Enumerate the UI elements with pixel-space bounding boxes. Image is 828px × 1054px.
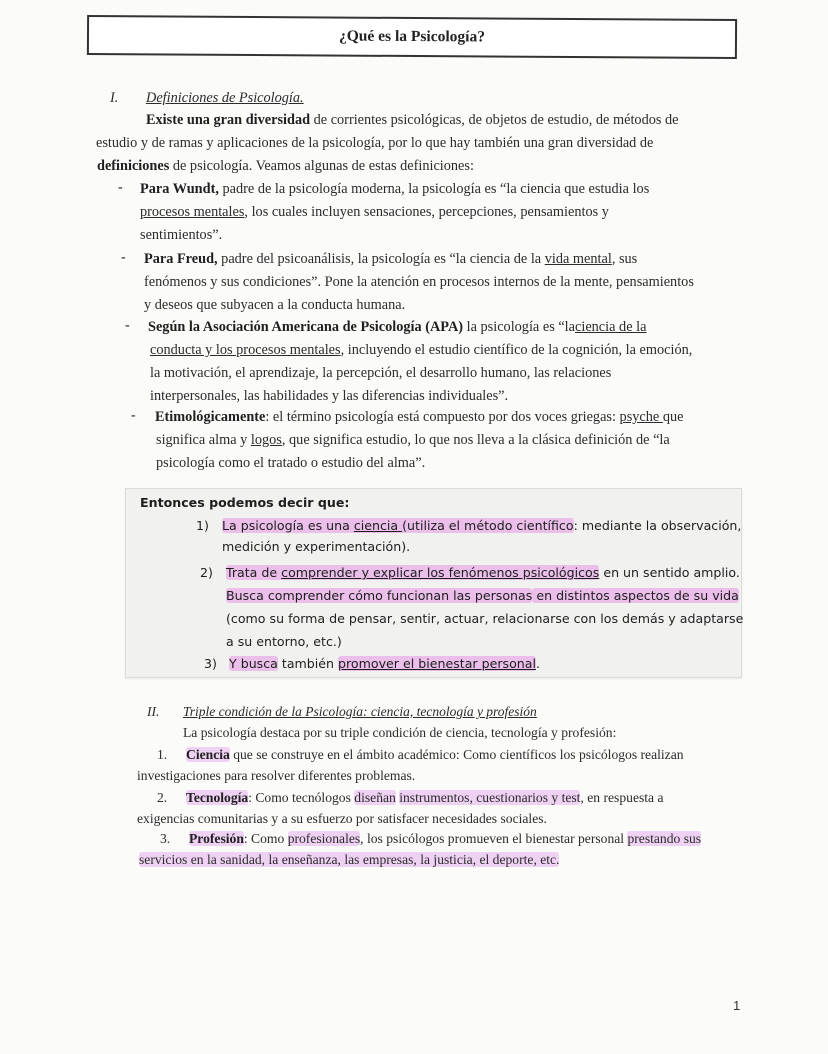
etym-line-3: psicología como el tratado o estudio del alma”. [156, 455, 426, 471]
item-text: que se construye en el ámbito académico: Como científicos los psicólogos realizan [229, 747, 684, 762]
wundt-line-2 [140, 203, 609, 221]
item-1-line-2: investigaciones para resolver diferentes problemas. [137, 768, 416, 783]
item-2-line-2: exigencias comunitarias y a su esfuerzo por satisfacer necesidades sociales. [137, 811, 547, 826]
callout-item-2-number: 2) [200, 565, 213, 580]
callout-item-1-number: 1) [196, 518, 209, 533]
callout-item-2-line-3: (como su forma de pensar, sentir, actuar, relacionarse con los demás y adaptarse [226, 611, 744, 626]
item-3-line-1 [189, 830, 701, 848]
etym-text-b: que [662, 409, 684, 425]
callout-text: . [536, 656, 541, 671]
freud-line-1 [144, 250, 637, 268]
intro-line-2: estudio y de ramas y aplicaciones de la psicología, por lo que hay también una gran diversidad de [96, 135, 654, 151]
freud-text-b: , sus [611, 251, 638, 267]
freud-text: padre del psicoanálisis, la psicología es “la ciencia de la [217, 251, 545, 267]
bullet-marker: - [121, 250, 126, 265]
section-number: II. [147, 704, 160, 719]
item-text: : Como tecnólogos [248, 790, 355, 805]
item-bold: Ciencia [186, 747, 230, 762]
etym-bold: Etimológicamente [155, 409, 266, 425]
callout-item-3-line-1 [229, 655, 540, 672]
item-2-line-1 [186, 789, 664, 807]
etym-line-1 [155, 408, 683, 426]
callout-heading: Entonces podemos decir que: [140, 495, 350, 510]
item-2-number: 2. [157, 790, 168, 805]
apa-line-2 [150, 341, 692, 359]
item-3-number: 3. [160, 831, 171, 846]
apa-line-3: la motivación, el aprendizaje, la percepción, el desarrollo humano, las relaciones [150, 365, 612, 381]
item-bold: Profesión [189, 831, 244, 846]
highlight: en distintos aspectos de su vida [532, 588, 739, 603]
highlight: Y busca [229, 656, 278, 671]
callout-item-2-line-2 [226, 587, 739, 604]
item-text: , en respuesta a [580, 790, 664, 805]
item-1-line-1 [186, 746, 684, 764]
etym-text: : el término psicología está compuesto por dos voces griegas: [265, 409, 620, 425]
wundt-line-1 [140, 180, 649, 198]
freud-underline: vida mental [544, 251, 612, 267]
callout-item-3-number: 3) [204, 656, 217, 671]
apa-underline-1: ciencia de la [575, 319, 647, 335]
apa-underline-2: conducta y los procesos mentales [150, 342, 341, 358]
apa-bold: Según la Asociación Americana de Psicología (APA) [148, 319, 464, 335]
wundt-underline: procesos mentales [140, 204, 245, 220]
intro-bold-2: definiciones [97, 158, 170, 174]
callout-text: La psicología es una [222, 518, 354, 533]
callout-text: también [277, 656, 339, 671]
item-bold: Tecnología [186, 790, 249, 805]
section-heading: Triple condición de la Psicología: ciencia, tecnología y profesión [183, 704, 537, 719]
highlight: prestando sus [627, 831, 702, 846]
intro-line-1 [146, 111, 679, 129]
item-3-line-2 [139, 851, 559, 869]
callout-text: Trata de [226, 565, 282, 580]
highlight: instrumentos, cuestionarios y test [399, 790, 581, 805]
highlight [222, 518, 574, 533]
freud-bold: Para Freud, [144, 251, 218, 267]
callout-item-2-line-1 [226, 564, 740, 581]
callout-text: (utiliza el método científico [402, 518, 574, 533]
section-heading: Definiciones de Psicología. [146, 90, 304, 106]
section2-intro: La psicología destaca por su triple condición de ciencia, tecnología y profesión: [183, 725, 617, 740]
apa-text: la psicología es “la [463, 319, 575, 335]
item-1-number: 1. [157, 747, 168, 762]
highlight: servicios en la sanidad, la enseñanza, las empresas, la justicia, el deporte, etc. [139, 852, 560, 867]
page-title: ¿Qué es la Psicología? [338, 27, 486, 46]
highlight: diseñan [354, 790, 396, 805]
etym-underline-psyche: psyche [619, 409, 663, 425]
callout-item-2-line-4: a su entorno, etc.) [226, 634, 342, 649]
highlight: profesionales [287, 831, 361, 846]
bullet-marker: - [131, 408, 136, 423]
highlight [226, 565, 599, 580]
wundt-text: padre de la psicología moderna, la psicología es “la ciencia que estudia los [218, 181, 650, 197]
apa-line-4: interpersonales, las habilidades y las diferencias individuales”. [150, 388, 509, 404]
section-number: I. [110, 90, 119, 106]
freud-line-2: fenómenos y sus condiciones”. Pone la atención en procesos internos de la mente, pensamientos [144, 274, 694, 290]
item-text: , los psicólogos promueven el bienestar personal [360, 831, 628, 846]
callout-underline: ciencia [353, 518, 403, 533]
freud-line-3: y deseos que subyacen a la conducta humana. [144, 297, 406, 313]
callout-underline: comprender y explicar los fenómenos psicológicos [281, 565, 600, 580]
etym-underline-logos: logos [250, 432, 282, 448]
title-box [87, 15, 737, 59]
item-text: : Como [243, 831, 288, 846]
etym-text-2a: significa alma y [156, 432, 251, 448]
apa-line-1 [148, 318, 646, 336]
intro-text-3: de psicología. Veamos algunas de estas definiciones: [169, 158, 474, 174]
etym-line-2 [156, 431, 670, 449]
bullet-marker: - [118, 180, 123, 195]
highlight-underline: promover el bienestar personal [338, 656, 536, 671]
highlight: Busca comprender cómo funcionan las personas [226, 588, 533, 603]
wundt-line-3: sentimientos”. [140, 227, 223, 243]
intro-line-3 [97, 157, 474, 175]
etym-text-2: , que significa estudio, lo que nos lleva a la clásica definición de “la [281, 432, 670, 448]
wundt-text-2: , los cuales incluyen sensaciones, percepciones, pensamientos y [244, 204, 609, 220]
bullet-marker: - [125, 318, 130, 333]
intro-text: de corrientes psicológicas, de objetos de estudio, de métodos de [310, 112, 679, 128]
callout-item-1-line-2: medición y experimentación). [222, 539, 411, 554]
intro-bold: Existe una gran diversidad [146, 112, 311, 128]
callout-text: : mediante la observación, [573, 518, 742, 533]
page-number: 1 [733, 998, 741, 1013]
callout-item-1-line-1 [222, 517, 741, 534]
wundt-bold: Para Wundt, [140, 181, 219, 197]
apa-text-2: , incluyendo el estudio científico de la cognición, la emoción, [340, 342, 693, 358]
callout-text: en un sentido amplio. [599, 565, 740, 580]
